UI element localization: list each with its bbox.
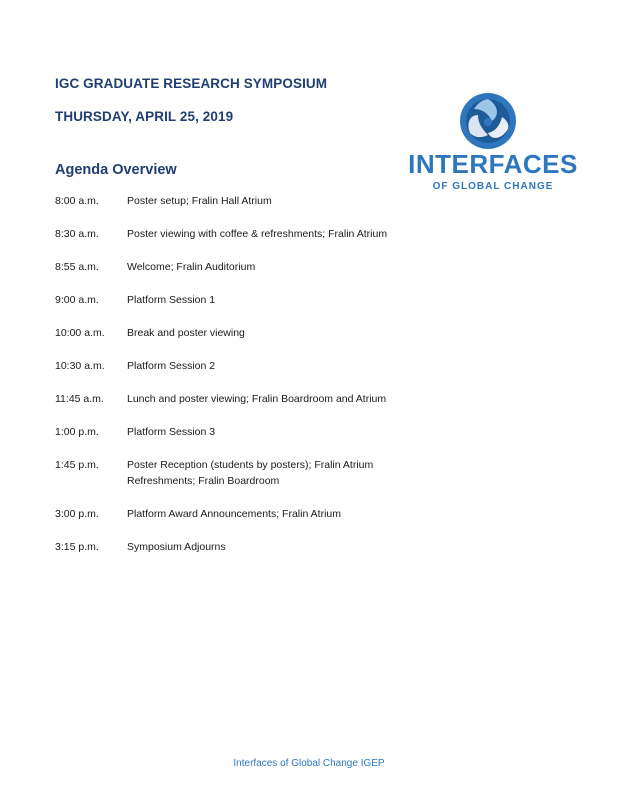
agenda-time: 10:00 a.m. — [55, 327, 105, 339]
agenda-desc: Lunch and poster viewing; Fralin Boardroom and Atrium — [127, 393, 387, 405]
logo-mark-icon — [458, 91, 518, 151]
agenda-item — [55, 539, 455, 555]
symposium-title: IGC GRADUATE RESEARCH SYMPOSIUM — [55, 76, 328, 91]
agenda-item — [55, 506, 455, 522]
agenda-desc: Poster viewing with coffee & refreshments; Fralin Atrium — [127, 228, 388, 240]
agenda-time: 8:00 a.m. — [55, 195, 99, 207]
agenda-desc: Platform Session 3 — [127, 426, 216, 438]
event-date: THURSDAY, APRIL 25, 2019 — [55, 109, 234, 124]
agenda-item — [55, 193, 455, 209]
agenda-list — [55, 193, 455, 572]
agenda-item — [55, 358, 455, 374]
agenda-time: 3:00 p.m. — [55, 508, 99, 520]
agenda-desc-line2: Refreshments; Fralin Boardroom — [127, 475, 280, 487]
agenda-desc: Poster setup; Fralin Hall Atrium — [127, 195, 272, 207]
agenda-time: 1:00 p.m. — [55, 426, 99, 438]
agenda-item — [55, 259, 455, 275]
agenda-desc: Welcome; Fralin Auditorium — [127, 261, 256, 273]
agenda-time: 8:30 a.m. — [55, 228, 99, 240]
agenda-heading: Agenda Overview — [55, 162, 177, 178]
logo-wordmark: INTERFACES — [408, 149, 578, 179]
agenda-desc: Platform Session 2 — [127, 360, 216, 372]
agenda-desc: Poster Reception (students by posters); Fralin Atrium — [127, 459, 374, 471]
agenda-item — [55, 226, 455, 242]
logo-subtitle: OF GLOBAL CHANGE — [432, 181, 554, 192]
interfaces-logo — [400, 88, 585, 198]
agenda-time: 1:45 p.m. — [55, 459, 99, 471]
agenda-item — [55, 457, 455, 489]
page-footer: Interfaces of Global Change IGEP — [233, 758, 385, 769]
agenda-item — [55, 292, 455, 308]
agenda-time: 3:15 p.m. — [55, 541, 99, 553]
agenda-desc: Symposium Adjourns — [127, 541, 226, 553]
agenda-item — [55, 424, 455, 440]
agenda-time: 8:55 a.m. — [55, 261, 99, 273]
agenda-desc: Platform Session 1 — [127, 294, 216, 306]
agenda-item — [55, 325, 455, 341]
agenda-desc: Break and poster viewing — [127, 327, 245, 339]
agenda-time: 10:30 a.m. — [55, 360, 105, 372]
agenda-time: 9:00 a.m. — [55, 294, 99, 306]
agenda-desc: Platform Award Announcements; Fralin Atrium — [127, 508, 341, 520]
agenda-item — [55, 391, 455, 407]
agenda-time: 11:45 a.m. — [55, 393, 104, 405]
